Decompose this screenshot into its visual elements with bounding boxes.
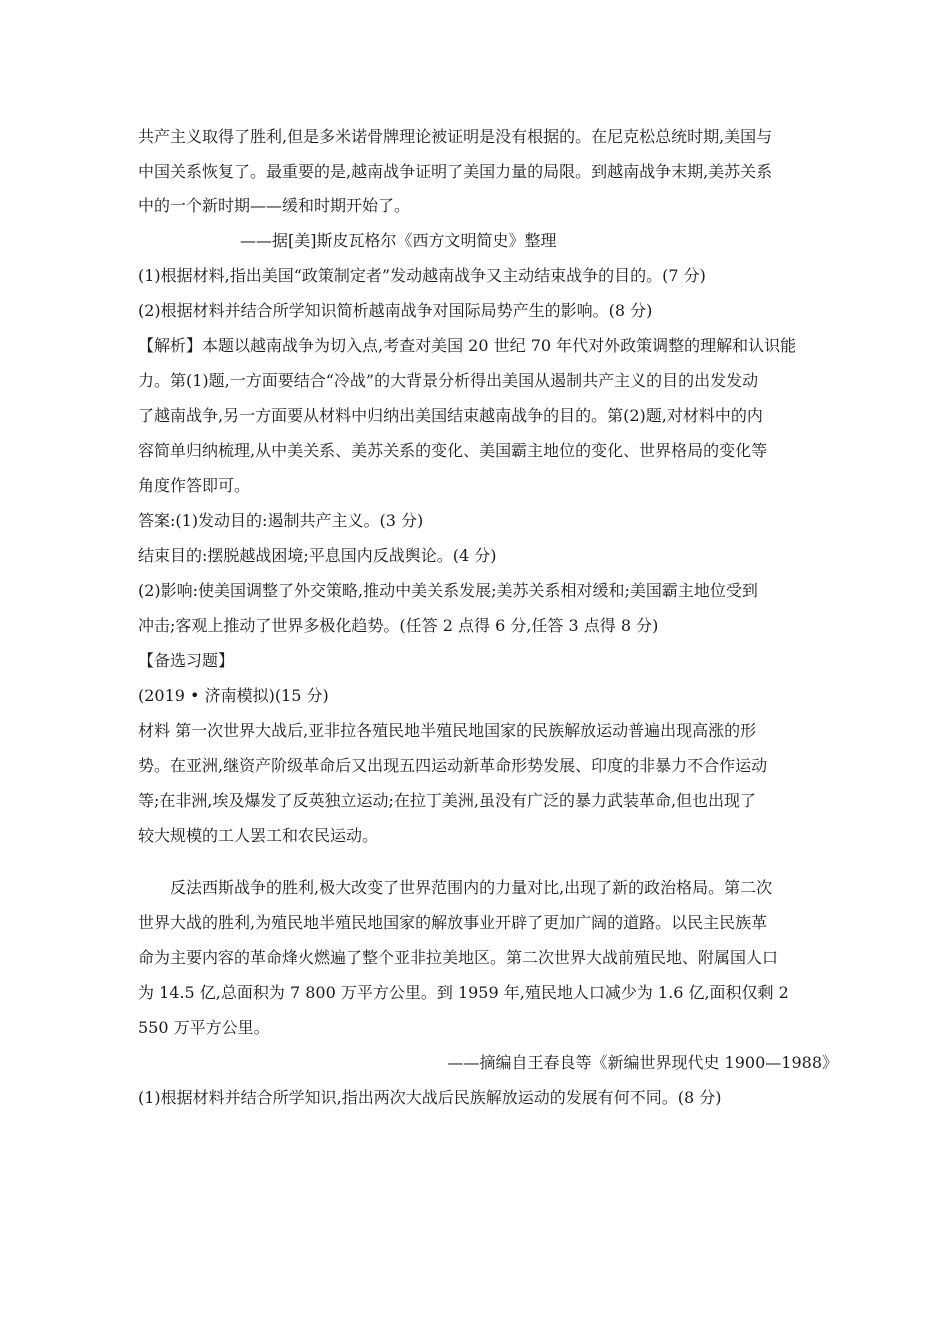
analysis-line: 力。第(1)题,一方面要结合“冷战”的大背景分析得出美国从遏制共产主义的目的出发发动 — [138, 371, 759, 390]
extra-heading: 【备选习题】 — [138, 651, 235, 670]
analysis-line: 了越南战争,另一方面要从材料中归纳出美国结束越南战争的目的。第(2)题,对材料中的内 — [138, 406, 763, 425]
analysis-line: 【解析】本题以越南战争为切入点,考查对美国 20 世纪 70 年代对外政策调整的理解和认识能 — [138, 336, 797, 355]
material-line: 材料 第一次世界大战后,亚非拉各殖民地半殖民地国家的民族解放运动普遍出现高涨的形 — [138, 721, 757, 740]
extra-meta: (2019 • 济南模拟)(15 分) — [138, 686, 329, 705]
analysis-line: 角度作答即可。 — [138, 476, 251, 495]
passage-source: ——据[美]斯皮瓦格尔《西方文明简史》整理 — [240, 231, 557, 250]
answer-line: 结束目的:摆脱越战困境;平息国内反战舆论。(4 分) — [138, 546, 497, 565]
answer-line: 答案:(1)发动目的:遏制共产主义。(3 分) — [138, 511, 424, 530]
material-line: 为 14.5 亿,总面积为 7 800 万平方公里。到 1959 年,殖民地人口减少为 1.6 亿,面积仅剩 2 — [138, 983, 789, 1002]
extra-question-1: (1)根据材料并结合所学知识,指出两次大战后民族解放运动的发展有何不同。(8 分) — [138, 1088, 722, 1107]
question-1: (1)根据材料,指出美国“政策制定者”发动越南战争又主动结束战争的目的。(7 分) — [138, 266, 706, 285]
material-line: 命为主要内容的革命烽火燃遍了整个亚非拉美地区。第二次世界大战前殖民地、附属国人口 — [138, 948, 779, 967]
answer-line: (2)影响:使美国调整了外交策略,推动中美关系发展;美苏关系相对缓和;美国霸主地位受到 — [138, 581, 758, 600]
passage-line: 共产主义取得了胜利,但是多米诺骨牌理论被证明是没有根据的。在尼克松总统时期,美国与 — [138, 127, 773, 146]
material-line: 较大规模的工人罢工和农民运动。 — [138, 826, 379, 845]
material-line: 世界大战的胜利,为殖民地半殖民地国家的解放事业开辟了更加广阔的道路。以民主民族革 — [138, 913, 768, 932]
answer-line: 冲击;客观上推动了世界多极化趋势。(任答 2 点得 6 分,任答 3 点得 8 分) — [138, 616, 659, 635]
question-2: (2)根据材料并结合所学知识简析越南战争对国际局势产生的影响。(8 分) — [138, 301, 653, 320]
material-source: ——摘编自王春良等《新编世界现代史 1900—1988》 — [447, 1053, 838, 1072]
material-line: 等;在非洲,埃及爆发了反英独立运动;在拉丁美洲,虽没有广泛的暴力武装革命,但也出现了 — [138, 791, 757, 810]
material-line: 势。在亚洲,继资产阶级革命后又出现五四运动新革命形势发展、印度的非暴力不合作运动 — [138, 756, 768, 775]
passage-line: 中国关系恢复了。最重要的是,越南战争证明了美国力量的局限。到越南战争末期,美苏关系 — [138, 162, 773, 181]
analysis-line: 容简单归纳梳理,从中美关系、美苏关系的变化、美国霸主地位的变化、世界格局的变化等 — [138, 441, 768, 460]
material-line: 反法西斯战争的胜利,极大改变了世界范围内的力量对比,出现了新的政治格局。第二次 — [170, 878, 773, 897]
passage-line: 中的一个新时期——缓和时期开始了。 — [138, 196, 411, 215]
material-line: 550 万平方公里。 — [138, 1018, 270, 1037]
